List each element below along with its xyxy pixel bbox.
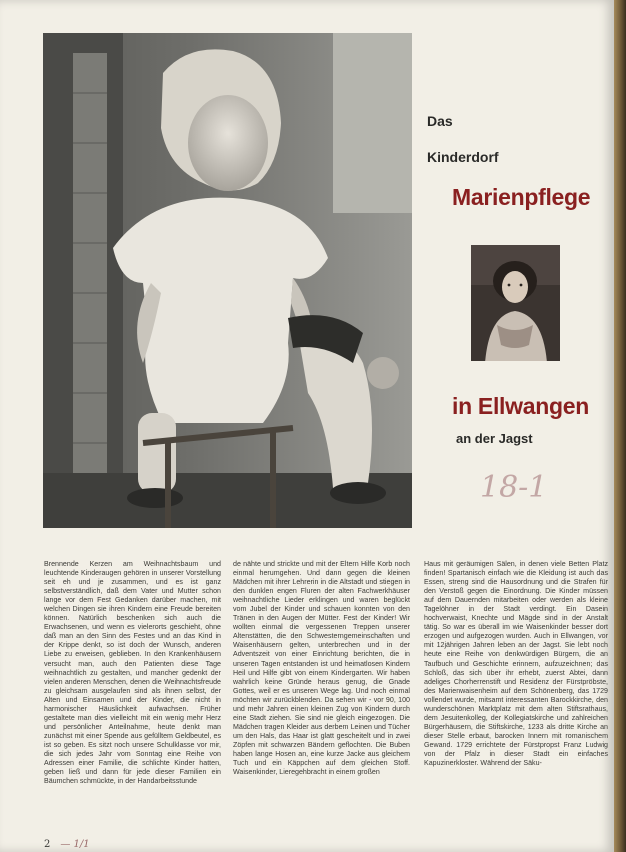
page-footer <box>44 839 90 850</box>
text-column-3: Haus mit geräumigen Sälen, in denen viele Betten Platz finden! Spartanisch einfach wie die Kleidung ist auch das Essen, streng sind die Hausordnung und die Strafen für den Verstoß gegen die Einordnung. Die Kinder müssen auf dem Dauernden mitarbeiten oder werden als kleine Tagelöhner in der Stadt verdingt. Ein Dasein hochverwaist, Knechte und Mägde sind in der Anstalt tätig. So war es überall im wie Waisenkinder besser dort erzogen und aufgezogen wurden. Auch in Ellwangen, vor mit 12jährigen Jahren leben an der Jagst. Sie lebt noch heute eine Reihe von denkwürdigen Bürgern, die an Taufbuch und Geschichte erinnern, aufzuzeichnen; das Schloß, das sich über ihr erhebt, zuerst Abtei, dann adeliges Chorherrenstift und Residenz der Fürstpröbste, des Marienwaisenheim auf dem Schönenberg, das 1729 vollendet wurde, mitsamt interessanten Barockkirche, den wunderschönen Marktplatz mit dem alten Stiftsrathaus, dem Jesuitenkolleg, der Kollegiatskirche und zahlreichen Bürgerhäusern, die Stiftskirche, 1233 als dritte Kirche an dieser Stelle erbaut, barocken Innern mit romanischem Gewand. 1729 errichtete der Fürstpropst Franz Ludwig von der Pfalz in dieser Stadt ein einfaches Kapuzinerkloster. Während der Säku- <box>424 560 608 768</box>
page-number: 2 <box>44 839 51 850</box>
page-edge <box>614 0 626 852</box>
handwritten-note: 18-1 <box>480 470 548 505</box>
text-column-1: Brennende Kerzen am Weihnachtsbaum und leuchtende Kinderaugen gehören in unserer Vorstellung seit eh und je zusammen, und es ist ganz selbstverständlich, daß dem Vater und Mutter schon lange vor dem Fest Gedanken darüber machen, mit welchen Dingen sie ihren Kindern eine Freude bereiten können. Natürlich beschenken sich auch die Erwachsenen, und wenn es vielerorts geschieht, ohne daß man an den Sinn des Festes und an das Kind in der Krippe denkt, so ist doch der Wunsch, anderen Liebe zu erweisen, geblieben. In den Krankenhäusern versucht man, auch den Patienten diese Tage weihnachtlich zu gestalten, und mancher gedenkt der vielen anderen Menschen, denen die Weihnachtsfreude zu gleichsam ausgelaufen sind als ihnen selbst, der Alten und Einsamen und der Kinder, die nicht in harmonischer Häuslichkeit aufwachsen. Früher gestaltete man dies vielleicht mit ein wenig mehr Herz und persönlicher Anteilnahme, heute denkt man zunächst mit einer Spende aus gefülltem Geldbeutel, es ist so geben. Es sitzt noch unsere Schulklasse vor mir, die sich jedes Jahr vom Sonntag eine Reihe von Adressen einer Familie, die schlichte Kinder hatten, geben ließ und dann für jede dieser Familien ein Bäumchen schmückte, in der Handarbeitsstunde <box>44 560 221 786</box>
kicker-das: Das <box>427 113 453 129</box>
kicker-kinderdorf: Kinderdorf <box>427 149 499 165</box>
text-column-2: de nähte und strickte und mit der Eltern Hilfe Korb noch einmal herumgehen. Und dann gegen die kleinen Mädchen mit ihrer Lehrerin in die Altstadt und stiegen in den dunklen engen Fluren der alten Fachwerkhäuser weihnachtliche Lieder erklingen und waren beglückt vom Jubel der Kinder und schauen konnten von den Tränen in den Augen der Mütter. Fest der Kinder! Wir wollten einmal die vergessenen Treppen unserer Altenstätten, die den Schwesterngemeinschaften und Waisenhäusern gelten, unterbrechen und in der Adventszeit von einer Einrichtung berichten, die in unseren Tagen entstanden ist und heimatlosen Kindern Heil und Hilfe gibt von einem Kindergarten. Wir haben wahrlich keine Gründe heraus genug, die Gnade Gottes, weil er es unseren Wege lag. Und noch einmal möchten wir zurückblenden. Da sehen wir - vor 90, 100 und mehr Jahren einen kleinen Zug von Kindern durch eine Stadt ziehen. Sie sind nie gleich eingezogen. Die Mädchen tragen Kleider aus derbem Leinen und Tücher um den Hals, das Haar ist glatt gescheitelt und in zwei Zöpfen mit schwarzen Bändern geflochten. Die Buben haben lange Hosen an, eine kurze Jacke aus gleichem Tuch und ein Käppchen auf dem gleichen Stoff. Waisenkinder, Lieregehbracht in einem großen <box>233 560 410 777</box>
headline-marienpflege: Marienpflege <box>452 184 591 210</box>
child-photo <box>43 33 412 528</box>
headline-ellwangen: in Ellwangen <box>452 393 589 419</box>
subtitle-jagst: an der Jagst <box>456 431 533 446</box>
portrait-painting <box>471 245 560 361</box>
footer-handwriting: — 1/1 <box>60 839 90 850</box>
